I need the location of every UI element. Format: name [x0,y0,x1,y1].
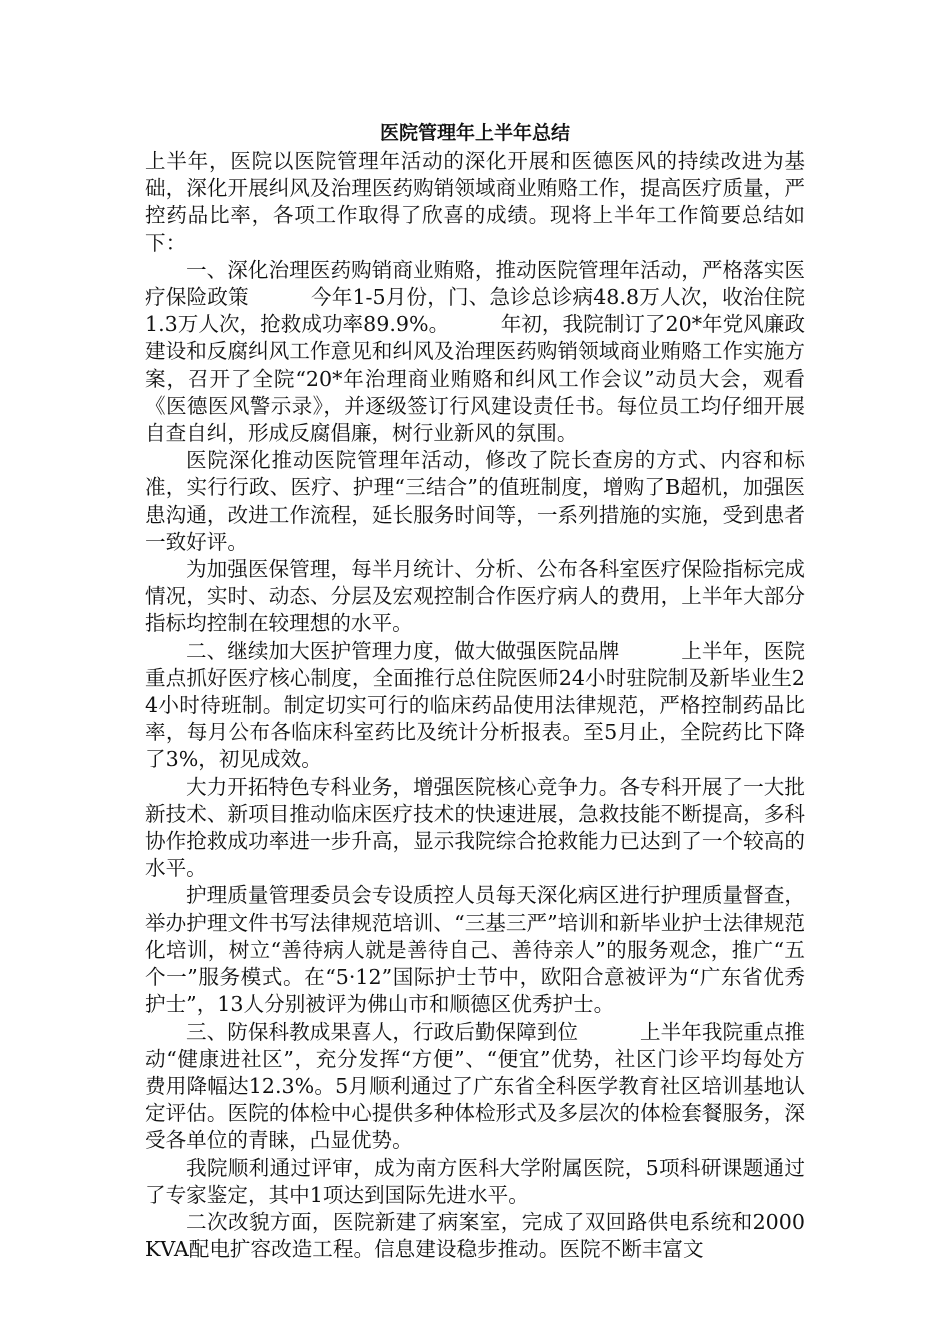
paragraph-nursing: 护理质量管理委员会专设质控人员每天深化病区进行护理质量督查，举办护理文件书写法律规范培训、“三基三严”培训和新毕业护士法律规范化培训，树立“善待病人就是善待自己、善待亲人”的服务观念，推广“五个一”服务模式。在“5·12”国际护士节中，欧阳合意被评为“广东省优秀护士”，13人分别被评为佛山市和顺德区优秀护士。 [145,883,805,1017]
document-title: 医院管理年上半年总结 [379,122,570,144]
paragraph-section-3: 三、防保科教成果喜人，行政后勤保障到位 上半年我院重点推动“健康进社区”，充分发挥“方便”、“便宜”优势，社区门诊平均每处方费用降幅达12.3%。5月顺利通过了广东省全科医学教育社区培训基地认定评估。医院的体检中心提供多种体检形式及多层次的体检套餐服务，深受各单位的青睐，凸显优势。 [145,1019,805,1153]
paragraph-management-year: 医院深化推动医院管理年活动，修改了院长查房的方式、内容和标准，实行行政、医疗、护理“三结合”的值班制度，增购了B超机，加强医患沟通，改进工作流程，延长服务时间等，一系列措施的实施，受到患者一致好评。 [145,448,805,554]
paragraph-medical-insurance: 为加强医保管理，每半月统计、分析、公布各科室医疗保险指标完成情况，实时、动态、分层及宏观控制合作医疗病人的费用，上半年大部分指标均控制在较理想的水平。 [145,557,805,636]
paragraph-intro: 上半年，医院以医院管理年活动的深化开展和医德医风的持续改进为基础，深化开展纠风及治理医药购销领域商业贿赂工作，提高医疗质量，严控药品比率，各项工作取得了欣喜的成绩。现将上半年工作简要总结如下： [145,149,805,255]
paragraph-specialties: 大力开拓特色专科业务，增强医院核心竞争力。各专科开展了一大批新技术、新项目推动临床医疗技术的快速进展，急救技能不断提高，多科协作抢救成功率进一步升高，显示我院综合抢救能力已达到了一个较高的水平。 [145,774,805,881]
paragraph-section-1: 一、深化治理医药购销商业贿赂，推动医院管理年活动，严格落实医疗保险政策 今年1-5月份，门、急诊总诊病48.8万人次，收治住院1.3万人次，抢救成功率89.9%。 年初，我院制订了20*年党风廉政建设和反腐纠风工作意见和纠风及治理医药购销领域商业贿赂工作实施方案，召开了全院“20*年治理商业贿赂和纠风工作会议”动员大会，观看《医德医风警示录》，并逐级签订行风建设责任书。每位员工均仔细开展自查自纠，形成反腐倡廉，树行业新风的氛围。 [145,257,805,446]
document-page [145,118,805,1263]
paragraph-renovation: 二次改貌方面，医院新建了病案室，完成了双回路供电系统和2000KVA配电扩容改造工程。信息建设稳步推动。医院不断丰富文 [145,1209,805,1262]
paragraph-research: 我院顺利通过评审，成为南方医科大学附属医院，5项科研课题通过了专家鉴定，其中1项达到国际先进水平。 [145,1155,805,1207]
paragraph-section-2: 二、继续加大医护管理力度，做大做强医院品牌 上半年，医院重点抓好医疗核心制度，全面推行总住院医师24小时驻院制及新毕业生24小时待班制。制定切实可行的临床药品使用法律规范，严格控制药品比率，每月公布各临床科室药比及统计分析报表。至5月止，全院药比下降了3%，初见成效。 [145,638,805,772]
